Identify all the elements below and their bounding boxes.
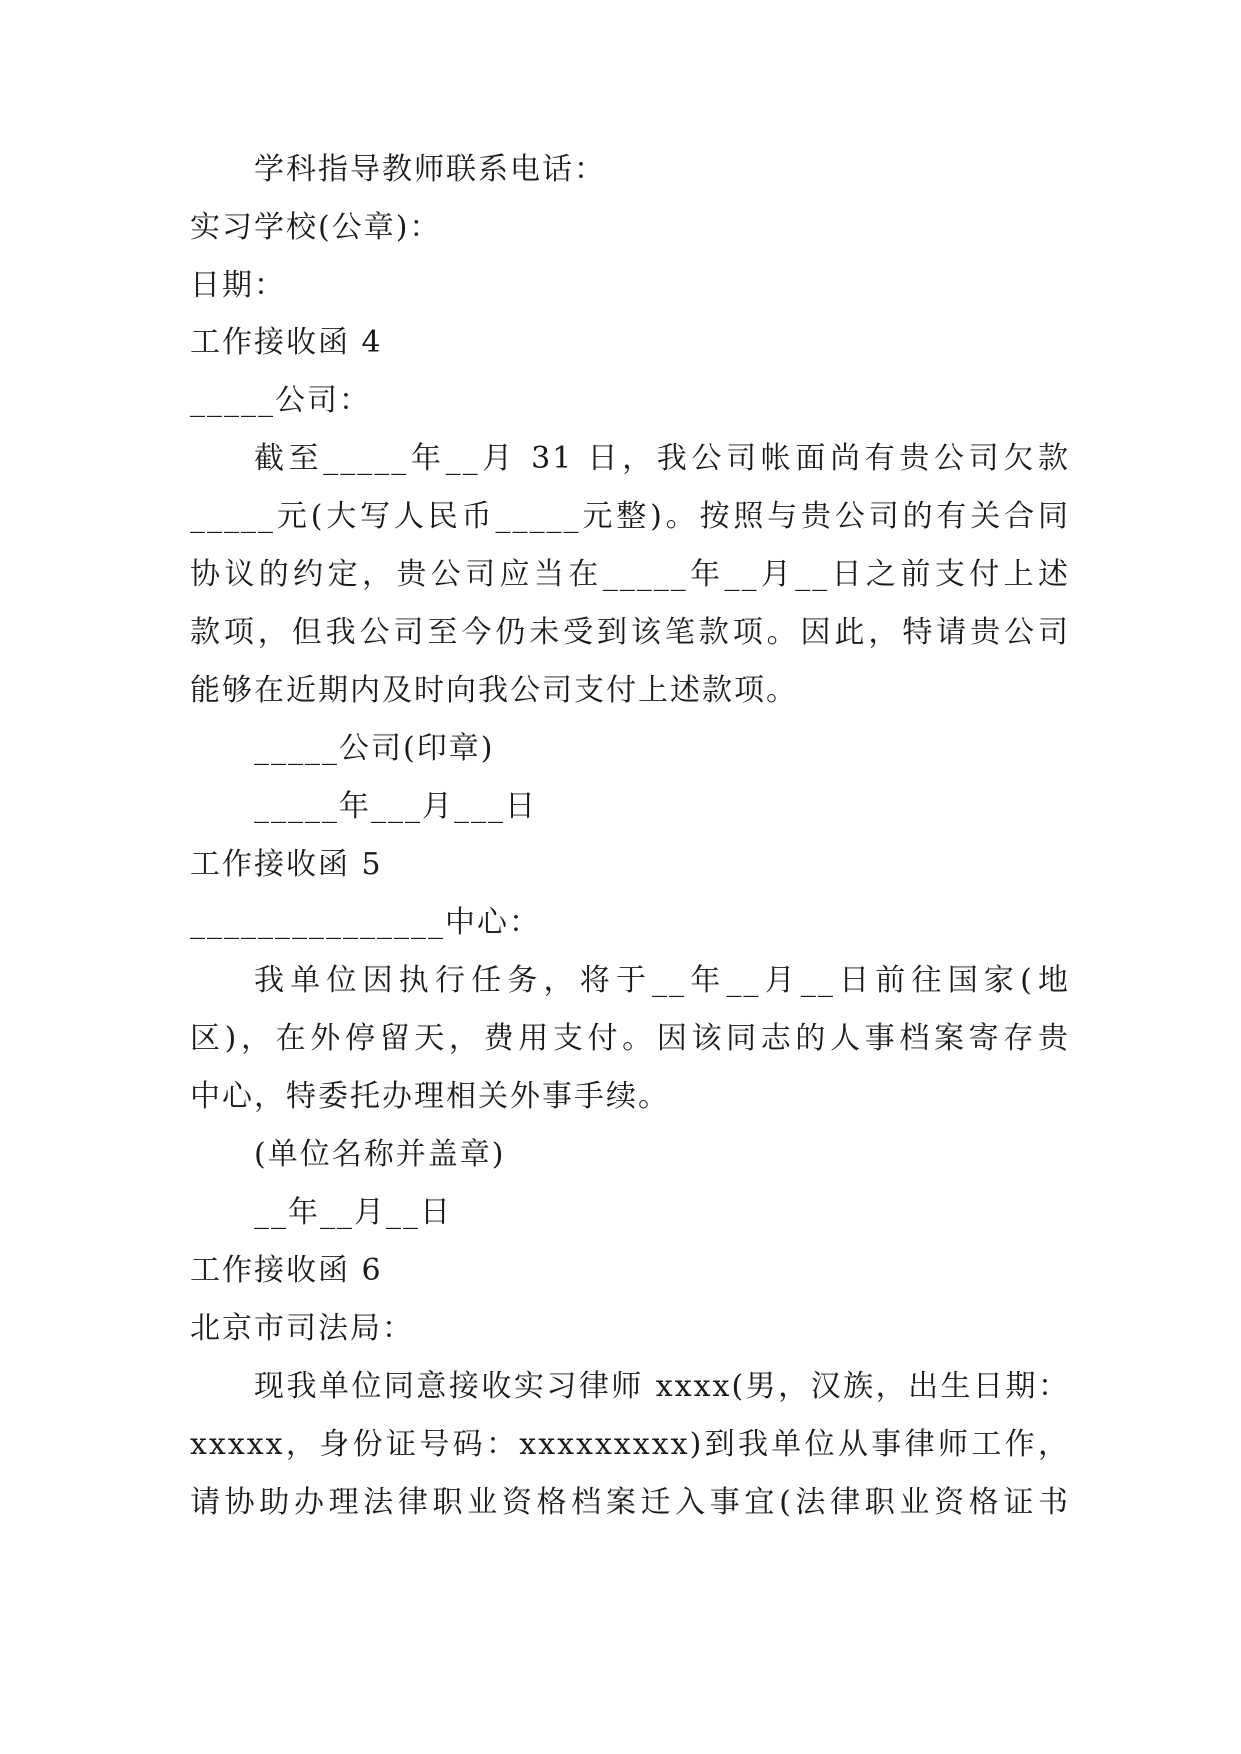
letter-4-signature: _____公司(印章) [254, 731, 495, 766]
letter-4-body-line-5: 能够在近期内及时向我公司支付上述款项。 [190, 673, 798, 708]
teacher-phone-label: 学科指导教师联系电话： [254, 152, 606, 187]
letter-4-body-line-3: 协议的约定，贵公司应当在_____年__月__日之前支付上述 [190, 557, 1070, 592]
section-heading-4: 工作接收函 4 [190, 325, 383, 360]
letter-4-addressee: _____公司： [190, 383, 371, 418]
school-seal-label: 实习学校(公章)： [190, 210, 442, 245]
section-heading-6: 工作接收函 6 [190, 1253, 383, 1288]
letter-5-signature: (单位名称并盖章) [254, 1137, 506, 1172]
section-heading-5: 工作接收函 5 [190, 847, 383, 882]
letter-4-body-line-4: 款项，但我公司至今仍未受到该笔款项。因此，特请贵公司 [190, 615, 1070, 650]
letter-5-date: __年__月__日 [254, 1195, 452, 1230]
letter-4-body-line-1: 截至_____年__月 31 日，我公司帐面尚有贵公司欠款 [254, 441, 1070, 476]
letter-6-addressee: 北京市司法局： [190, 1311, 414, 1346]
letter-5-body-line-1: 我单位因执行任务，将于__年__月__日前往国家(地 [254, 963, 1070, 998]
letter-4-date: _____年___月___日 [254, 789, 537, 824]
letter-6-body-line-1: 现我单位同意接收实习律师 xxxx(男，汉族，出生日期： [254, 1369, 1070, 1404]
letter-5-addressee: _______________中心： [190, 905, 541, 940]
letter-4-body-line-2: _____元(大写人民币_____元整)。按照与贵公司的有关合同 [190, 499, 1070, 534]
letter-5-body-line-3: 中心，特委托办理相关外事手续。 [190, 1079, 670, 1114]
letter-5-body-line-2: 区)，在外停留天，费用支付。因该同志的人事档案寄存贵 [190, 1021, 1070, 1056]
letter-6-body-line-2: xxxxx，身份证号码：xxxxxxxxx)到我单位从事律师工作， [190, 1427, 1070, 1462]
date-label: 日期： [190, 268, 286, 303]
letter-6-body-line-3: 请协助办理法律职业资格档案迁入事宜(法律职业资格证书 [190, 1485, 1070, 1520]
